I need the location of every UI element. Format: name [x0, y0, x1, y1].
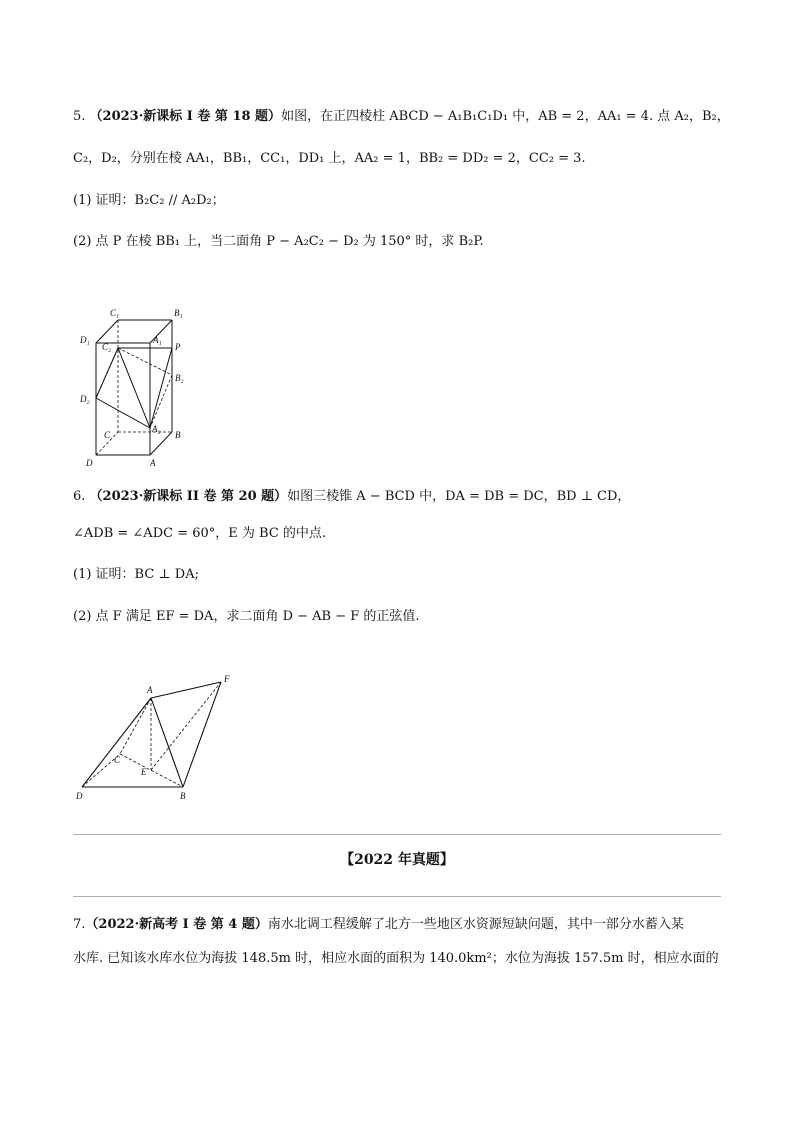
label-B2: B₂ [175, 373, 184, 383]
q7-line1 [73, 916, 684, 934]
label-A: A [147, 685, 153, 695]
label-C2: C₂ [102, 342, 112, 352]
q7-source: （2022·新高考 I 卷 第 4 题） [85, 917, 268, 932]
q5-part1: (1) 证明：B₂C₂ // A₂D₂； [73, 193, 225, 208]
q6-number: 6. [73, 489, 86, 504]
label-D2: D₂ [80, 394, 90, 404]
label-C: C [104, 430, 111, 440]
label-A1: A₁ [153, 335, 162, 345]
label-P: P [175, 342, 181, 352]
label-F: F [224, 674, 230, 684]
q6-text-1: 如图三棱锥 A − BCD 中，DA = DB = DC，BD ⊥ CD， [287, 489, 631, 504]
label-C: C [114, 755, 121, 765]
label-B: B [175, 430, 181, 440]
section-rule-bottom [73, 896, 721, 897]
label-D1: D₁ [80, 335, 90, 345]
q7-line2: 水库. 已知该水库水位为海拔 148.5m 时，相应水面的面积为 140.0km²；水位为海拔 157.5m 时，相应水面的 [73, 951, 719, 966]
label-D: D [86, 458, 93, 468]
q6-line2: ∠ADB = ∠ADC = 60°，E 为 BC 的中点. [73, 526, 327, 541]
q5-line2: C₂，D₂，分别在棱 AA₁，BB₁，CC₁，DD₁ 上，AA₂ = 1，BB₂ = DD₂ = 2，CC₂ = 3. [73, 151, 586, 166]
q6-part2: (2) 点 F 满足 EF = DA，求二面角 D − AB − F 的正弦值. [73, 609, 420, 624]
label-B: B [180, 791, 186, 801]
q5-part2: (2) 点 P 在棱 BB₁ 上，当二面角 P − A₂C₂ − D₂ 为 150° 时，求 B₂P. [73, 234, 484, 249]
q5-source: （2023·新课标 I 卷 第 18 题） [89, 109, 282, 124]
label-C1: C₁ [110, 308, 120, 318]
q7-number: 7. [73, 917, 86, 932]
label-A: A [150, 458, 156, 468]
section-heading-2022: 【2022 年真题】 [340, 852, 454, 868]
q6-part1: (1) 证明：BC ⊥ DA; [73, 567, 199, 582]
q6-source: （2023·新课标 II 卷 第 20 题） [89, 489, 288, 504]
section-rule-top [73, 834, 721, 835]
label-A2: A₂ [152, 424, 161, 434]
label-E: E [141, 767, 147, 777]
label-B1: B₁ [174, 308, 183, 318]
q5-text-1: 如图，在正四棱柱 ABCD − A₁B₁C₁D₁ 中，AB = 2，AA₁ = 4. 点 A₂，B₂， [281, 109, 730, 124]
label-D: D [76, 791, 83, 801]
q7-text-1: 南水北调工程缓解了北方一些地区水资源短缺问题，其中一部分水蓄入某 [267, 917, 684, 932]
q5-number: 5. [73, 109, 86, 124]
